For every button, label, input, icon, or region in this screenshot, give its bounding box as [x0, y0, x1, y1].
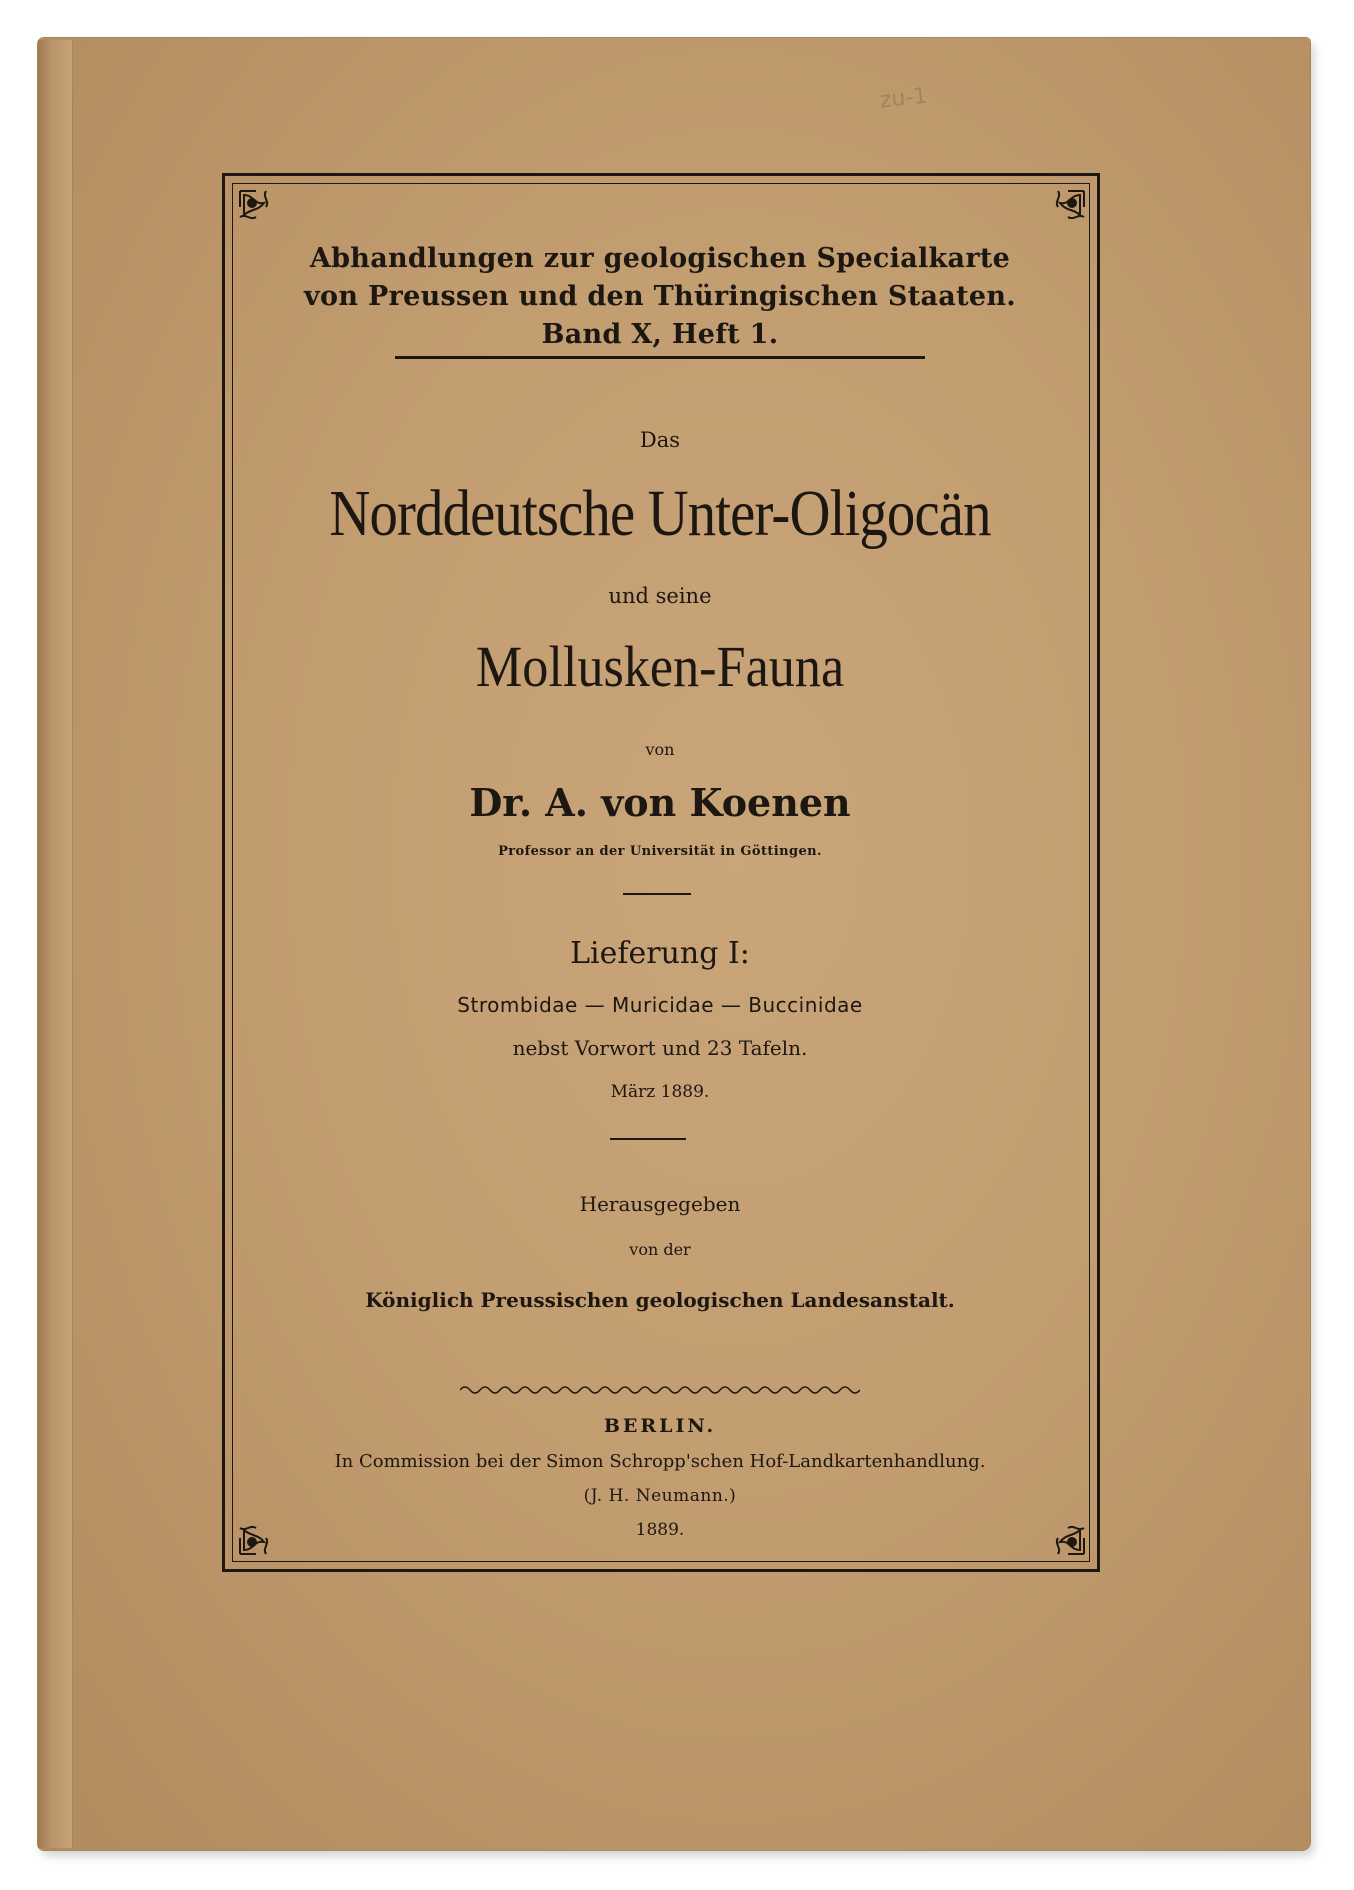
installment-date: März 1889. [610, 1082, 710, 1102]
imprint-commission: In Commission bei der Simon Schropp'schen Hof-Landkartenhandlung. [334, 1451, 986, 1472]
publisher-von-der: von der [629, 1240, 691, 1259]
author-affiliation: Professor an der Universität in Göttingen. [498, 844, 822, 859]
publisher-published-by: Herausgegeben [579, 1192, 741, 1216]
inner-border-frame [232, 183, 1090, 1562]
divider-rule [610, 1138, 686, 1140]
installment-label: Lieferung I: [570, 936, 750, 971]
installment-families: Strombidae — Muricidae — Buccinidae [457, 993, 863, 1017]
corner-ornament-icon [1042, 187, 1088, 233]
imprint-year: 1889. [635, 1520, 685, 1540]
corner-ornament-icon [236, 187, 282, 233]
author-by: von [645, 740, 675, 759]
author-name: Dr. A. von Koenen [469, 780, 851, 825]
main-title: Norddeutsche Unter-Oligocän [329, 477, 991, 550]
series-volume: Band X, Heft 1. [541, 319, 779, 350]
publisher-institution: Königlich Preussischen geologischen Landesanstalt. [365, 1288, 955, 1312]
divider-rule [623, 893, 691, 895]
series-title-line2: von Preussen und den Thüringischen Staaten. [304, 281, 1016, 312]
series-title-line1: Abhandlungen zur geologischen Specialkarte [309, 243, 1011, 274]
title-article: Das [639, 428, 681, 452]
imprint-city: BERLIN. [603, 1415, 717, 1437]
book-spine-edge [38, 40, 73, 1848]
installment-contents: nebst Vorwort und 23 Tafeln. [512, 1036, 808, 1060]
wavy-divider [460, 1384, 860, 1396]
imprint-agent: (J. H. Neumann.) [583, 1486, 737, 1506]
title-conjunction: und seine [608, 584, 712, 608]
sub-title: Mollusken-Fauna [475, 634, 845, 699]
header-rule [395, 356, 925, 359]
pencil-annotation: zu-1 [878, 83, 929, 114]
